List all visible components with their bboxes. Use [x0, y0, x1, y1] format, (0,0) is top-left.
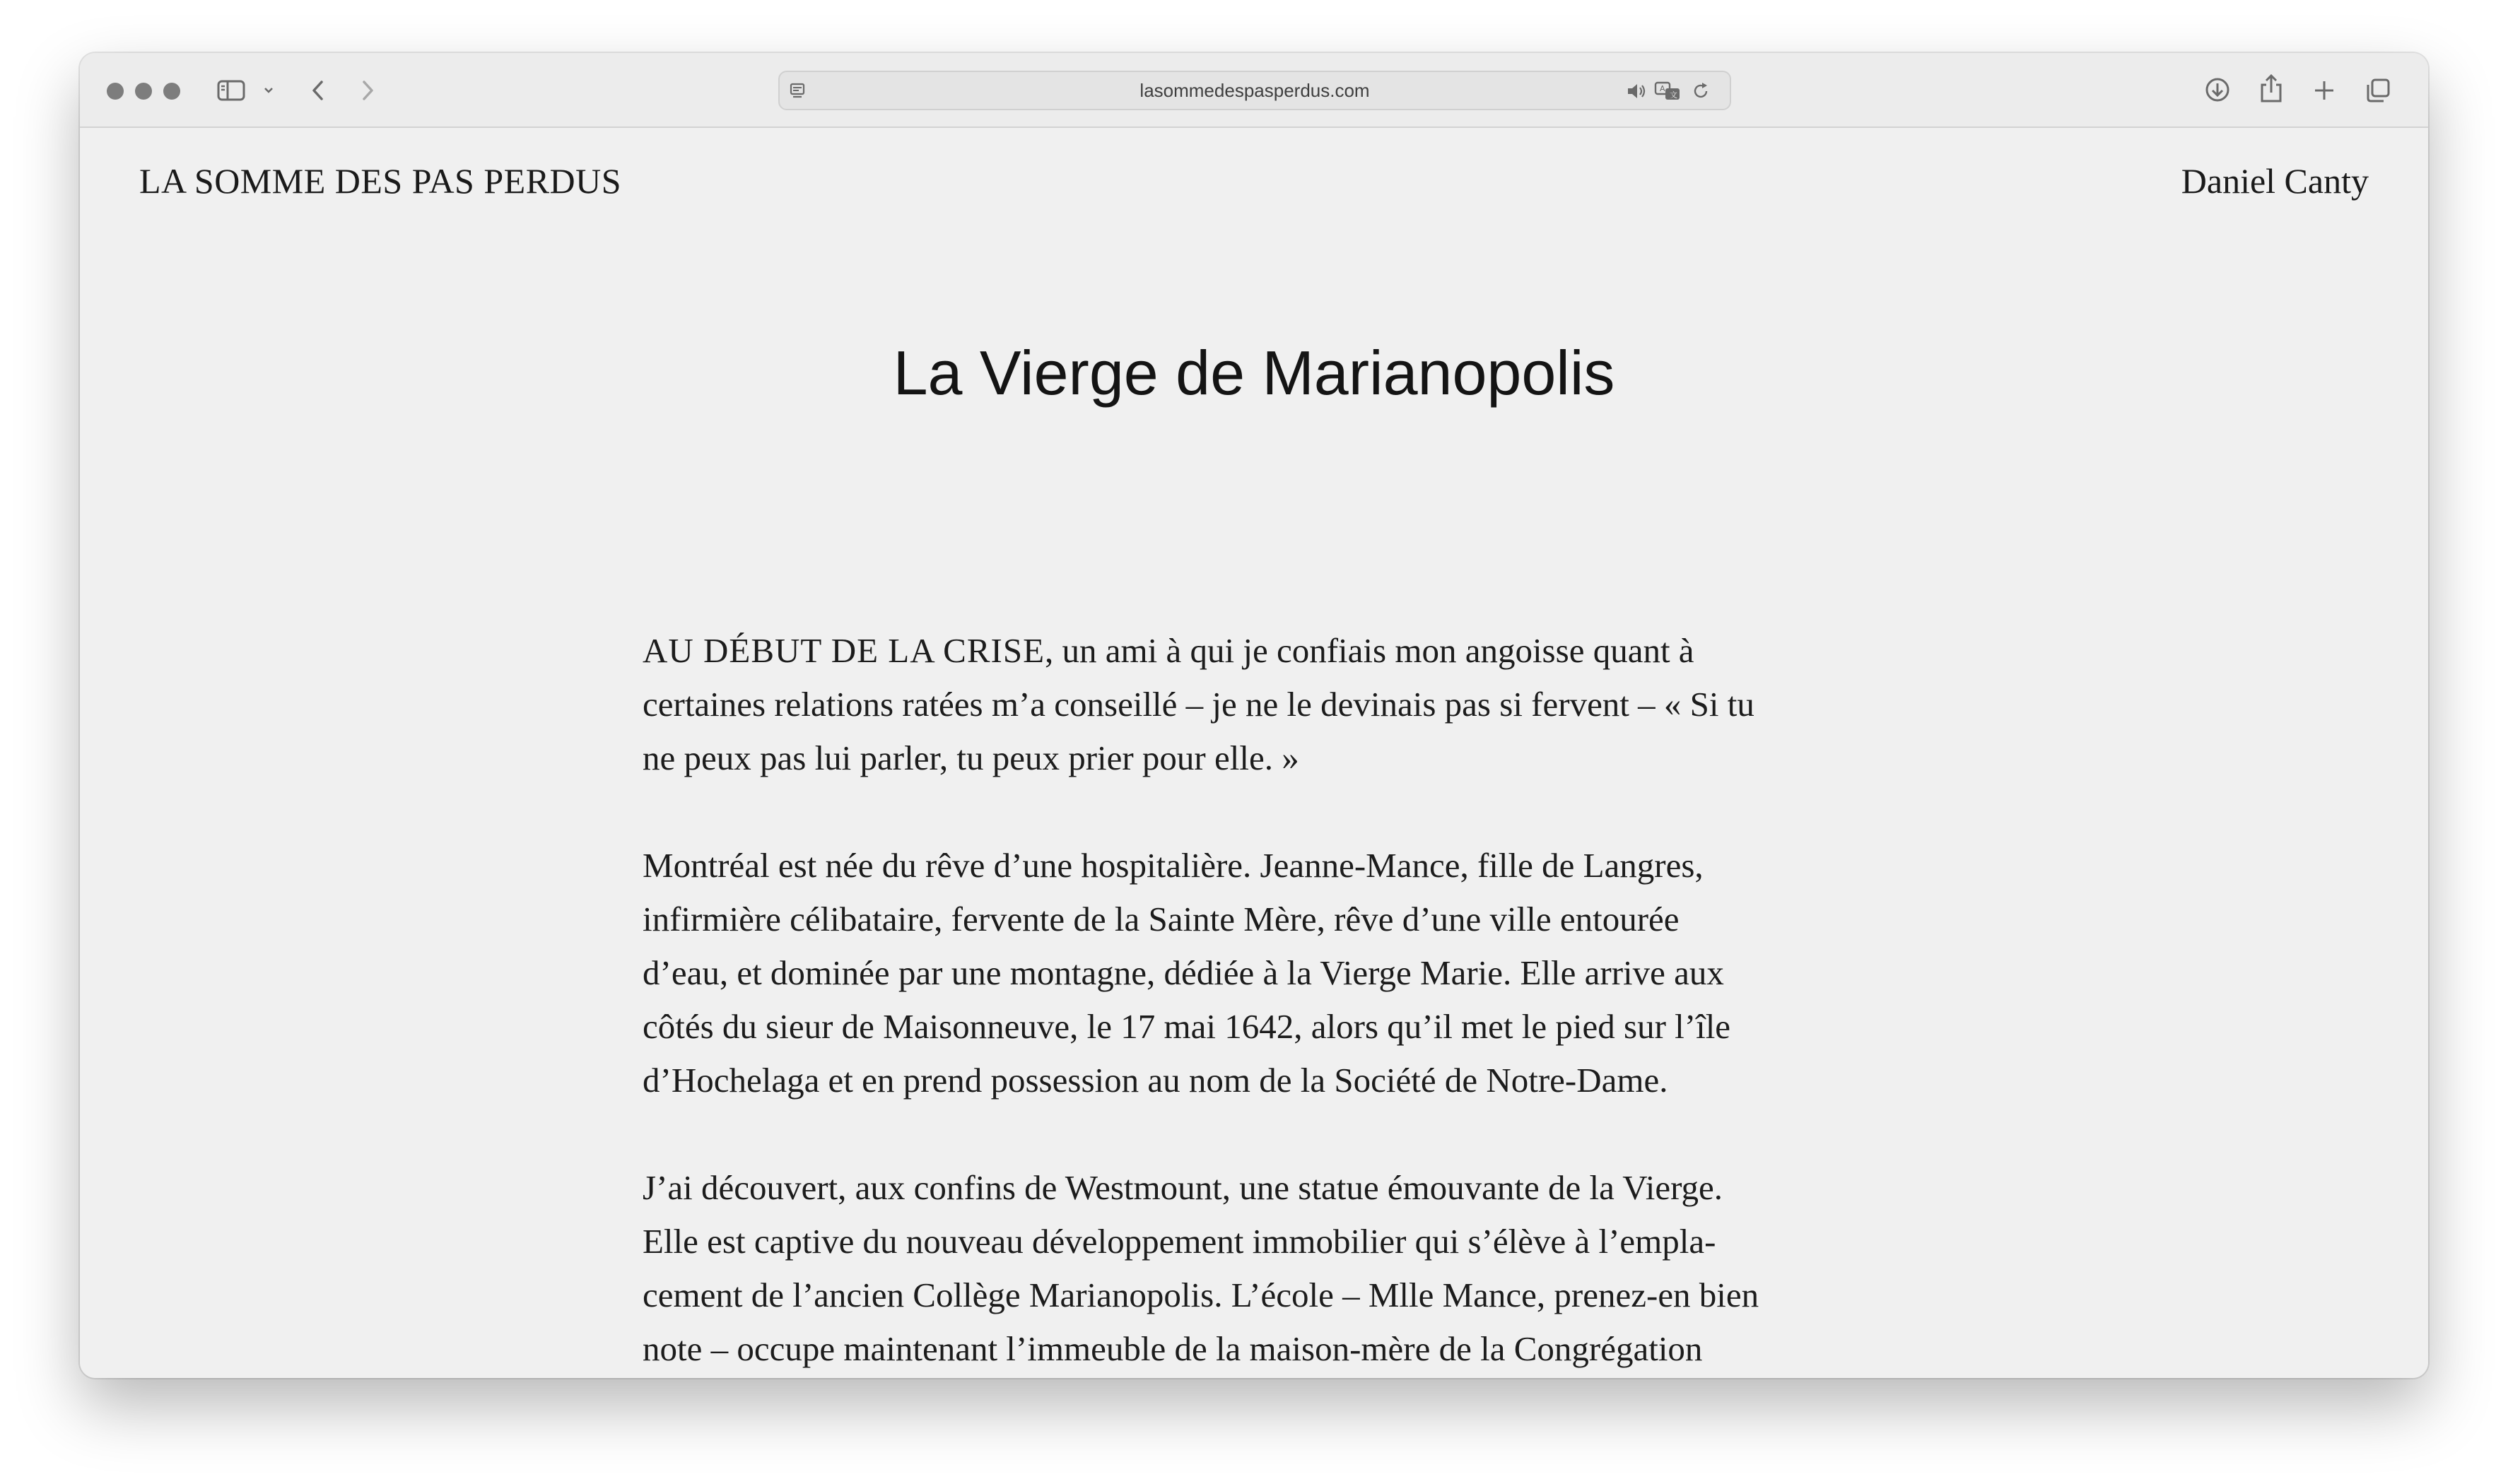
- text-line: cement de l’ancien Collège Marianopolis. L’école – Mlle Mance, prenez-en bien: [643, 1276, 1759, 1314]
- text-line: Montréal est née du rêve d’une hospitalière. Jeanne-Mance, fille de Langres,: [643, 846, 1704, 885]
- text-line: J’ai découvert, aux confins de Westmount, une statue émouvante de la Vierge.: [643, 1168, 1723, 1207]
- site-title-link[interactable]: LA SOMME DES PAS PERDUS: [139, 161, 622, 201]
- paragraph-1: [643, 624, 1873, 785]
- text-line: , un ami à qui je confiais mon angoisse quant à: [1045, 631, 1694, 670]
- minimize-window-button[interactable]: [135, 83, 152, 100]
- text-line: note – occupe maintenant l’immeuble de la maison-mère de la Congrégation: [643, 1329, 1703, 1368]
- text-line: certaines relations ratées m’a conseillé – je ne le devinais pas si fervent – « Si tu: [643, 685, 1754, 724]
- tab-overview-icon[interactable]: [2363, 76, 2393, 105]
- article-title: La Vierge de Marianopolis: [893, 338, 1615, 408]
- reload-icon[interactable]: [1690, 81, 1711, 102]
- text-line: d’eau, et dominée par une montagne, dédiée à la Vierge Marie. Elle arrive aux: [643, 953, 1724, 992]
- back-chevron-icon[interactable]: [306, 77, 330, 104]
- translate-icon[interactable]: [1653, 79, 1683, 103]
- text-line: infirmière célibataire, fervente de la Sainte Mère, rêve d’une ville entourée: [643, 900, 1680, 938]
- article-body: [643, 624, 1873, 1378]
- web-page: [80, 128, 2428, 1378]
- svg-text:A: A: [1660, 84, 1665, 93]
- paragraph-2: [643, 839, 1873, 1107]
- share-icon[interactable]: [2257, 73, 2285, 104]
- new-tab-plus-icon[interactable]: [2311, 77, 2338, 104]
- browser-toolbar: [80, 53, 2428, 128]
- sidebar-toggle-icon[interactable]: [216, 78, 247, 103]
- browser-window: [80, 53, 2428, 1378]
- text-line: ne peux pas lui parler, tu peux prier pour elle. »: [643, 738, 1299, 777]
- text-line: côtés du sieur de Maisonneuve, le 17 mai 1642, alors qu’il met le pied sur l’île: [643, 1007, 1731, 1046]
- lead-in-text: AU DÉBUT DE LA CRISE: [643, 631, 1045, 670]
- author-link[interactable]: Daniel Canty: [2181, 161, 2369, 201]
- text-line: d’Hochelaga et en prend possession au nom de la Société de Notre-Dame.: [643, 1061, 1668, 1100]
- text-line: Elle est captive du nouveau développement immobilier qui s’élève à l’empla-: [643, 1222, 1716, 1261]
- zoom-window-button[interactable]: [163, 83, 180, 100]
- url-text[interactable]: lasommedespasperdus.com: [1139, 79, 1370, 101]
- paragraph-3: [643, 1161, 1873, 1376]
- downloads-icon[interactable]: [2203, 76, 2232, 104]
- forward-chevron-icon[interactable]: [356, 77, 380, 104]
- svg-text:文: 文: [1670, 90, 1677, 100]
- close-window-button[interactable]: [107, 83, 124, 100]
- tab-group-chevron-down-icon[interactable]: [261, 83, 276, 98]
- speaker-icon[interactable]: [1625, 81, 1648, 102]
- address-bar[interactable]: [778, 71, 1731, 110]
